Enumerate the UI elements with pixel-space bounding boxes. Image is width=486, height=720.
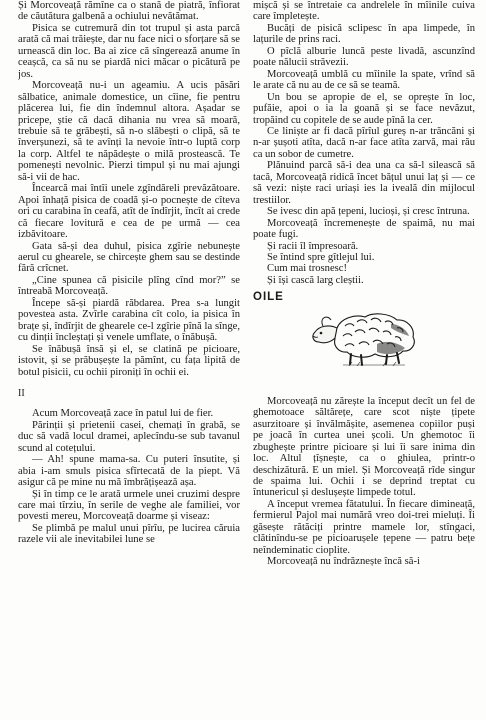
paragraph: Morcoveață nu zărește la început decît un fel de ghemotoace săltărețe, care scot niște țipete asurzitoare și învălmășite, asemenea copiilor puși pe joacă în curtea unei școli. Un ghemotoc îi zbughește printre picioare și lui îi sare inima din loc. Altul țîșnește, ca o ghiulea, printr-o deschizătură. E un miel. Și Morcoveață rîde singur de spaima lui. Ochii i se deprind treptat cu întunericul și deslușește limpede totul.	[253, 395, 475, 499]
paragraph: Se ivesc din apă țepeni, lucioși, și cresc întruna.	[267, 206, 470, 218]
paragraph: Începe să-și piardă răbdarea. Prea s-a lungit povestea asta. Zvîrle carabina cît colo, ia pisica în brațe și, îndîrjit de ghearele ce-l zgîrie pînă la sînge, cu dinții încleștați și venele umflate, o înăbușă.	[18, 297, 240, 344]
paragraph: Morcoveață nu-i un ageamiu. A ucis păsări sălbatice, animale domestice, un cîine, fie pentru plăcerea lui, fie din îndemnul altora. Așadar se pricepe, știe că dacă dihania nu vrea să moară, trebuie să te grăbești, să n-o slăbești o clipă, să te înverșunezi, să te avînți la nevoie într-o luptă corp la corp. Altfel te năpădește o milă prostească. Te pomenești nevolnic. Pierzi timpul și nu mai ajungi să-i vii de hac.	[18, 80, 240, 183]
paragraph: Și în timp ce le arată urmele unei cruzimi despre care mai tîrziu, în serile de veghe ale familiei, vor povesti mereu, Morcoveață doarme și viseaz:	[18, 488, 240, 523]
paragraph: mișcă și se întretaie ca andrelele în mîinile cuiva care împletește.	[253, 0, 475, 23]
paragraph: Încearcă mai întîi unele zgîndăreli prevăzătoare. Apoi înhață pisica de coadă și-o pocnește de cîteva ori cu carabina în ceafă, atît de îndîrjit, încît ai crede că fiecare lovitură e cea de pe urmă — cea izbăvitoare.	[18, 183, 240, 241]
paragraph: Un bou se apropie de el, se oprește în loc, pufăie, apoi o ia la goană și se face nevăzut, tropăind cu copitele de se aude pînă la cer.	[253, 91, 475, 126]
paragraph: Bucăți de pisică sclipesc în apa limpede, în lațurile de prins raci.	[253, 22, 475, 46]
paragraph: „Cine spunea că pisicile plîng cînd mor?” se întreabă Morcoveață.	[18, 274, 240, 298]
paragraph: — Ah! spune mama-sa. Cu puteri însutite, și abia i-am smuls pisica sfîrtecată de la piept. Vă asigur că pe mine nu mă îmbrățișează așa.	[18, 454, 240, 489]
paragraph: Se plimbă pe malul unui pîrîu, pe lucirea căruia razele vii ale inevitabilei lune se	[18, 522, 240, 546]
paragraph: A început vremea fătatului. În fiecare dimineață, fermierul Pajol mai numără vreo doi-trei mieluți. Îi găsește rătăciți printre mamele lor, stîngaci, clătinîndu-se pe picioarușele țepene — patru bețe neîndeminatic cioplite.	[253, 498, 475, 556]
right-column-text-top	[253, 0, 475, 286]
paragraph: Ce liniște ar fi dacă pîrîul gureș n-ar trăncăni și n-ar șușoti atîta, dacă n-ar face atîta zarvă, mai rău ca un sobor de cumetre.	[253, 125, 475, 160]
paragraph: Pisica se cutremură din tot trupul și asta parcă arată că mai trăiește, dar nu face nici o sforțare să se urnească din loc. Ba ai zice că sîngerează anume în ceașcă, ca să nu se piardă nici măcar o picătură pe jos.	[18, 22, 240, 80]
paragraph: Se întind spre gîtlejul lui.	[267, 251, 375, 263]
section-number: II	[18, 387, 25, 399]
right-column-text-bottom	[253, 396, 475, 568]
paragraph: Morcoveață nu îndrăznește încă să-i	[267, 556, 420, 568]
left-column	[18, 0, 240, 720]
sheep-illustration	[299, 304, 429, 368]
paragraph: Plănuind parcă să-i dea una ca să-l silească să tacă, Morcoveață ridică încet bățul unui laț și — ce să vezi: niște raci uriași ies la iveală din mijlocul trestiilor.	[253, 160, 475, 206]
paragraph: O pîclă alburie luncă peste livadă, ascunzînd poate nălucii străvezii.	[253, 45, 475, 69]
paragraph: Gata să-și dea duhul, pisica zgîrie nebunește aerul cu ghearele, se chircește ghem sau se destinde fără crîcnet.	[18, 240, 240, 275]
paragraph: Și racii îl împresoară.	[267, 240, 359, 252]
section-title: OILE	[253, 291, 284, 304]
right-column	[253, 0, 475, 720]
paragraph: Morcoveață încremenește de spaimă, nu mai poate fugi.	[253, 217, 475, 241]
paragraph: Și Morcoveață rămîne ca o stană de piatră, înfiorat de căutătura galbenă a ochiului nevătămat.	[18, 0, 240, 23]
paragraph: Se înăbușă însă și el, se clatină pe picioare, istovit, și se prăbușește la pămînt, cu fața lipită de botul pisicii, cu ochii pironiți în ochii ei.	[18, 343, 240, 378]
paragraph: Cum mai trosnesc!	[267, 263, 348, 275]
paragraph: Morcoveață umblă cu mîinile la spate, vrînd să le arate că nu au de ce să se teamă.	[253, 68, 475, 92]
paragraph: Și își cască larg cleștii.	[267, 274, 364, 286]
paragraph: Acum Morcoveață zace în patul lui de fier.	[32, 408, 214, 420]
paragraph: Părinții și prietenii casei, chemați în grabă, se duc să vadă locul dramei, aplecîndu-se sub tavanul scund al cotețului.	[18, 419, 240, 454]
